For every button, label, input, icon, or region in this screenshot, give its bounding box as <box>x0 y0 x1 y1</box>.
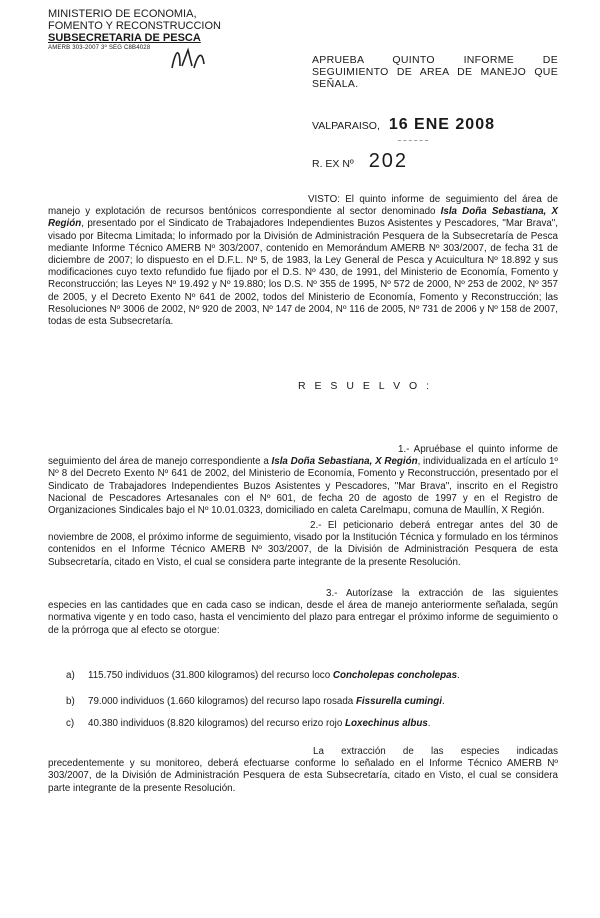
point-1-text-cont: , individualizada en el artículo 1º Nº 8 del Decreto Exento Nº 641 de 2002, del Ministerio de Economía, Fomento y Reconstrucción, presentado por el Sindicato de Trabajadores Independientes Buzos Asistentes y Pescadores, "Mar Brava", inscrito en el Registro Nacional de Pescadores Artesanales con el Nº 601, de fecha 20 de agosto de 1997 y en el Registro de Organizaciones Sindicales bajo el Nº 10.01.0323, domiciliado en caleta Carelmapu, comuna de Maullín, X Región. <box>48 456 559 517</box>
document-title: APRUEBA QUINTO INFORME DE SEGUIMIENTO DE AREA DE MANEJO QUE SEÑALA. <box>312 54 558 90</box>
item-text: 40.380 individuos (8.820 kilogramos) del recurso erizo rojo <box>88 718 346 729</box>
place-name: VALPARAISO, <box>312 120 380 132</box>
species-item <box>66 670 556 681</box>
species-name: Loxechinus albus <box>345 718 428 729</box>
visto-paragraph <box>48 194 558 328</box>
point-1-paragraph <box>48 444 558 517</box>
point-1-text: 1.- Apruébase el quinto informe de seguimiento del área de manejo correspondiente a <box>48 444 558 468</box>
point-3-paragraph: 3.- Autorízase la extracción de las siguientes especies en las cantidades que en cada caso se indican, desde el área de manejo anteriormente señalada, según normativa vigente y en todo caso, hasta el vencimiento del plazo para entregar el próximo informe de seguimiento o de la prórroga que al efecto se otorgue: <box>48 588 558 636</box>
date-stamp: 16 ENE 2008 <box>388 116 495 133</box>
area-name: Isla Doña Sebastiana, X Región <box>271 456 418 468</box>
item-tag: a) <box>66 670 75 681</box>
ministry-header <box>48 8 248 52</box>
item-tag: b) <box>66 696 75 707</box>
handwritten-initials-icon <box>168 44 208 74</box>
item-end: . <box>441 696 445 707</box>
resolution-number <box>312 150 408 173</box>
subsecretaria-name: SUBSECRETARIA DE PESCA <box>48 32 201 44</box>
rex-number: 202 <box>368 150 409 172</box>
visto-text: VISTO: El quinto informe de seguimiento del área de manejo y explotación de recursos bentónicos correspondiente al sector denominado <box>48 194 558 218</box>
point-2-paragraph: 2.- El peticionario deberá entregar antes del 30 de noviembre de 2008, el próximo informe de seguimiento, visado por la Institución Técnica y formulado en los términos contenidos en el Informe Técnico AMERB Nº 303/2007, de la División de Administración Pesquera de esta Subsecretaría, citado en Visto, el cual se considera parte integrante de la presente Resolución. <box>48 520 558 568</box>
species-name: Fissurella cumingi <box>355 696 442 707</box>
species-item <box>66 718 556 729</box>
ministry-name: MINISTERIO DE ECONOMIA, <box>48 8 197 20</box>
species-item <box>66 696 556 707</box>
item-tag: c) <box>66 718 75 729</box>
reference-code: AMERB 303-2007 3º SEG C8B4028 <box>48 45 151 51</box>
species-name: Concholepas concholepas <box>332 670 458 681</box>
item-text: 79.000 individuos (1.660 kilogramos) del recurso lapo rosada <box>88 696 356 707</box>
resuelvo-heading: R E S U E L V O : <box>298 380 433 392</box>
closing-paragraph: La extracción de las especies indicadas precedentemente y su monitoreo, deberá efectuarse conforme lo señalado en el Informe Técnico AMERB Nº 303/2007, de la División de Administración Pesquera de esta Subsecretaría, citado en Visto, el cual se considera parte integrante de la presente Resolución. <box>48 746 558 794</box>
rex-label: R. EX Nº <box>312 158 354 170</box>
divider <box>398 140 428 141</box>
visto-text-cont: , presentado por el Sindicato de Trabajadores Independientes Buzos Asistentes y Pescadores, "Mar Brava", visado por Bitecma Limitada; lo informado por la División de Administración Pesquera de la Subsecretaría de Pesca mediante Informe Técnico AMERB Nº 303/2007, contenido en Memorándum AMERB Nº 303/2007, de fecha 31 de diciembre de 2007; lo dispuesto en el D.F.L. Nº 5, de 1983, la Ley General de Pesca y Acuicultura Nº 18.892 y sus modificaciones cuyo texto refundido fue fijado por el D.S. Nº 430, de 1991, del Ministerio de Economía, Fomento y Reconstrucción; las Leyes Nº 19.492 y Nº 19.880; los D.S. Nº 355 de 1995, Nº 572 de 2000, Nº 253 de 2002, Nº 357 de 2005, y el Decreto Exento Nº 641 de 2002, todos del Ministerio de Economía, Fomento y Reconstrucción; las Resoluciones Nº 3006 de 2002, Nº 920 de 2003, Nº 147 de 2004, Nº 116 de 2005, Nº 731 de 2006 y Nº 158 de 2007, todas de esta Subsecretaría. <box>48 218 558 328</box>
item-end: . <box>427 718 431 729</box>
area-name: Isla Doña Sebastiana, X Región <box>48 206 558 230</box>
item-end: . <box>457 670 460 681</box>
ministry-name-line2: FOMENTO Y RECONSTRUCCION <box>48 20 221 32</box>
place-date <box>312 116 495 134</box>
item-text: 115.750 individuos (31.800 kilogramos) del recurso loco <box>88 670 333 681</box>
